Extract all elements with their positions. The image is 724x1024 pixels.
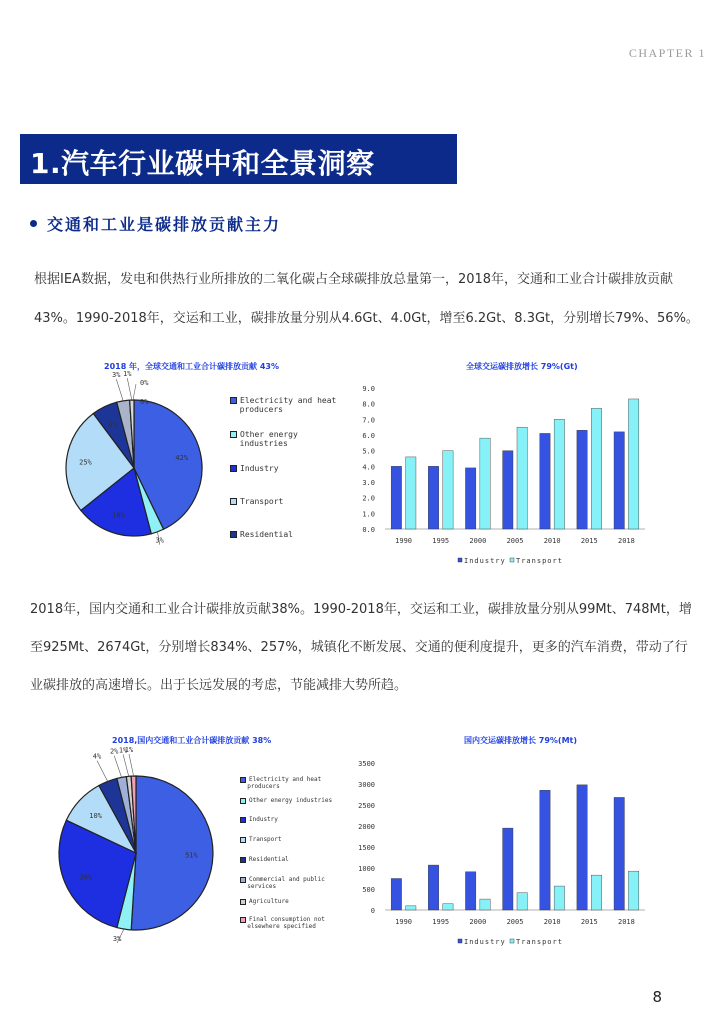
y-tick-label: 500	[362, 886, 375, 894]
legend-entry	[230, 497, 283, 506]
y-tick-label: 4.0	[362, 463, 375, 472]
bullet-icon	[30, 220, 37, 227]
x-tick-label: 2018	[617, 537, 635, 545]
bar	[540, 790, 550, 910]
bar	[577, 785, 587, 910]
legend-swatch	[240, 798, 246, 804]
legend-swatch	[510, 939, 514, 943]
legend-label: Electricity and heat producers	[230, 396, 337, 414]
bar	[391, 879, 401, 911]
paragraph-2-line-2: 至925Mt、2674Gt，分别增长834%、257%，城镇化不断发展、交通的便利度提升，更多的汽车消费，带动了行	[30, 640, 688, 655]
bar	[443, 451, 453, 529]
x-tick-label: 2000	[469, 918, 487, 926]
legend-label: Final consumption not elsewhere specified	[240, 916, 325, 930]
x-tick-label: 2005	[506, 918, 524, 926]
pie-slice	[131, 776, 213, 930]
pie-slice-label: 1%	[124, 746, 134, 755]
page-number: 8	[652, 988, 662, 1006]
legend-entry	[240, 916, 325, 930]
pie-leader-line	[123, 754, 129, 776]
pie-slice-label: 1%	[123, 370, 132, 379]
y-tick-label: 1000	[358, 865, 375, 873]
pie-slice-label: 0%	[140, 398, 149, 406]
pie-slice-label: 3%	[112, 371, 121, 380]
bar	[503, 451, 513, 529]
legend-swatch	[230, 431, 237, 438]
legend-entry	[230, 396, 336, 414]
pie-slice-label: 25%	[79, 458, 92, 467]
y-tick-label: 1.0	[362, 510, 375, 519]
bar	[577, 430, 587, 529]
chapter-label: CHAPTER 1	[628, 46, 706, 60]
pie-leader-line	[114, 756, 121, 778]
pie-slice-label: 18%	[112, 511, 125, 520]
bar	[428, 865, 438, 910]
y-tick-label: 5.0	[362, 447, 375, 456]
x-tick-label: 2010	[543, 537, 561, 545]
pie-slice-label: 0%	[140, 379, 149, 387]
y-tick-label: 7.0	[362, 416, 375, 425]
bar	[391, 466, 401, 529]
section-title: 1.汽车行业碳中和全景洞察	[30, 147, 375, 180]
legend-label: Other energy industries	[230, 430, 298, 448]
legend-label: Transport	[240, 497, 284, 506]
chart-title: 国内交运碳排放增长 79%(Mt)	[464, 736, 578, 745]
legend-label: Industry	[240, 464, 279, 473]
legend-label: Industry	[464, 938, 506, 946]
legend-swatch	[240, 857, 246, 863]
pie-slice-label: 4%	[92, 752, 102, 761]
bar	[628, 399, 638, 529]
pie-leader-line	[116, 379, 123, 401]
bar	[480, 438, 490, 529]
x-tick-label: 2018	[617, 918, 635, 926]
bar	[406, 457, 416, 529]
paragraph-1-line-2: 43%。1990-2018年，交运和工业，碳排放量分别从4.6Gt、4.0Gt，增至6.2Gt、8.3Gt，分别增长79%、56%。	[34, 311, 699, 326]
y-tick-label: 3500	[358, 760, 375, 768]
legend-label: Industry	[464, 557, 506, 565]
bar	[465, 872, 475, 910]
bar	[428, 466, 438, 529]
legend-label: Transport	[516, 938, 563, 946]
legend-entry	[240, 816, 278, 823]
legend-swatch	[240, 817, 246, 823]
pie-slice-label: 3%	[155, 536, 164, 545]
legend-swatch	[458, 558, 462, 562]
paragraph-1-line-1: 根据IEA数据，发电和供热行业所排放的二氧化碳占全球碳排放总量第一，2018年，交通和工业合计碳排放贡献	[34, 272, 674, 287]
y-tick-label: 2500	[358, 802, 375, 810]
x-tick-label: 2015	[580, 918, 598, 926]
subsection-heading	[30, 212, 281, 235]
legend-label: Other energy industries	[249, 797, 333, 804]
legend-entry	[240, 898, 289, 905]
bar-chart-global	[340, 378, 670, 578]
bar	[503, 828, 513, 910]
bar	[591, 875, 601, 910]
pie-slice-label: 28%	[79, 873, 93, 882]
y-tick-label: 2000	[358, 823, 375, 831]
legend-entry	[240, 856, 289, 863]
bar	[614, 432, 624, 529]
y-tick-label: 6.0	[362, 432, 375, 440]
legend-entry	[230, 530, 293, 539]
y-tick-label: 2.0	[362, 494, 375, 503]
y-tick-label: 9.0	[362, 385, 375, 393]
x-tick-label: 2005	[506, 537, 524, 545]
pie-slice-label: 6%	[108, 420, 117, 429]
subsection-heading-text: 交通和工业是碳排放贡献主力	[47, 215, 282, 234]
y-tick-label: 3000	[358, 781, 375, 789]
bar	[614, 797, 624, 910]
legend-swatch	[230, 465, 237, 472]
paragraph-2-line-3: 业碳排放的高速增长。出于长远发展的考虑，节能减排大势所趋。	[30, 678, 408, 693]
x-tick-label: 1990	[395, 918, 413, 926]
bar	[465, 468, 475, 529]
legend-label: Residential	[249, 856, 289, 863]
pie-leader-line	[97, 761, 108, 782]
pie-slice-label: 10%	[89, 812, 102, 821]
bar-chart-domestic	[340, 755, 670, 960]
legend-swatch	[230, 498, 237, 505]
pie-slice-label: 3%	[112, 934, 122, 943]
bar	[554, 419, 564, 529]
legend-swatch	[458, 939, 462, 943]
x-tick-label: 1995	[432, 918, 450, 926]
legend-swatch	[230, 397, 237, 404]
legend-entry	[240, 776, 321, 790]
legend-swatch	[230, 531, 237, 538]
chart-title: 2018,国内交通和工业合计碳排放贡献 38%	[112, 736, 272, 745]
legend-swatch	[240, 837, 246, 843]
y-tick-label: 3.0	[362, 479, 375, 487]
legend-swatch	[510, 558, 514, 562]
pie-slice-label: 1%	[118, 746, 128, 755]
legend-entry	[240, 797, 332, 804]
legend-entry	[230, 464, 279, 473]
bar	[554, 886, 564, 910]
bar	[628, 871, 638, 910]
legend-label: Electricity and heat producers	[240, 776, 322, 790]
chart-title: 2018 年，全球交通和工业合计碳排放贡献 43%	[104, 362, 279, 371]
y-tick-label: 0.0	[362, 526, 375, 534]
bar	[591, 408, 601, 529]
bar	[480, 899, 490, 910]
y-tick-label: 8.0	[362, 400, 375, 409]
section-title-bar	[20, 134, 457, 184]
pie-slice-label: 51%	[185, 851, 198, 860]
x-tick-label: 2000	[469, 537, 487, 545]
legend-swatch	[240, 899, 246, 905]
legend-entry	[230, 430, 298, 448]
y-tick-label: 0	[370, 907, 375, 915]
legend-label: Agriculture	[249, 898, 289, 905]
pie-slice-label: 2%	[109, 747, 119, 756]
bar	[517, 427, 527, 529]
legend-label: Industry	[249, 816, 278, 823]
pie-leader-line	[127, 378, 132, 400]
x-tick-label: 1990	[395, 537, 413, 545]
legend-entry	[240, 876, 325, 890]
legend-label: Transport	[516, 557, 563, 565]
y-tick-label: 1500	[358, 844, 375, 852]
chart-title: 全球交运碳排放增长 79%(Gt)	[466, 362, 578, 371]
legend-label: Transport	[249, 836, 282, 843]
x-tick-label: 2015	[580, 537, 598, 545]
pie-slice-label: 42%	[175, 454, 189, 463]
legend-entry	[240, 836, 282, 843]
bar	[540, 433, 550, 529]
x-tick-label: 2010	[543, 918, 561, 926]
x-tick-label: 1995	[432, 537, 450, 545]
pie-leader-line	[129, 754, 134, 776]
bar	[406, 906, 416, 910]
bar	[517, 893, 527, 910]
paragraph-2-line-1: 2018年，国内交通和工业合计碳排放贡献38%。1990-2018年，交运和工业，碳排放量分别从99Mt、748Mt，增	[30, 602, 692, 617]
bar	[443, 904, 453, 910]
pie-leader-line	[133, 384, 136, 400]
legend-label: Commercial and public services	[240, 876, 325, 890]
legend-label: Residential	[240, 530, 293, 539]
